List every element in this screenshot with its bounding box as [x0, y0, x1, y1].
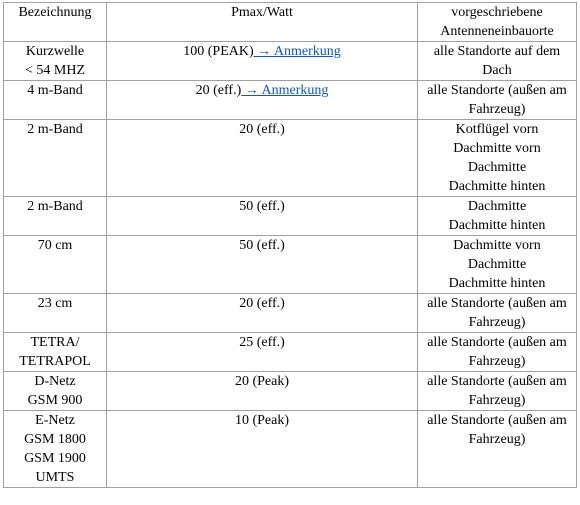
- cell-power: [107, 411, 418, 488]
- table-row: [4, 372, 577, 411]
- name-line: UMTS: [35, 470, 75, 485]
- location-line: alle Standorte (außen am: [427, 296, 567, 311]
- cell-location: [418, 42, 577, 81]
- location-line: alle Standorte (außen am: [427, 83, 567, 98]
- location-line: Fahrzeug): [468, 354, 526, 369]
- header-name-text: Bezeichnung: [18, 5, 92, 20]
- cell-power: [107, 236, 418, 294]
- power-value: 20 (Peak): [234, 374, 290, 389]
- location-line: Dach: [482, 63, 512, 78]
- location-line: alle Standorte (außen am: [427, 413, 567, 428]
- cell-name: [4, 333, 107, 372]
- table-row: [4, 294, 577, 333]
- power-value: 100 (PEAK): [183, 44, 254, 59]
- name-line: 70 cm: [37, 238, 73, 253]
- location-line: alle Standorte (außen am: [427, 374, 567, 389]
- name-line: GSM 1800: [24, 432, 86, 447]
- location-line: Dachmitte hinten: [448, 179, 546, 194]
- cell-name: [4, 197, 107, 236]
- cell-power: [107, 120, 418, 197]
- table-row: [4, 333, 577, 372]
- cell-power: [107, 42, 418, 81]
- table-row: [4, 120, 577, 197]
- name-line: E-Netz: [35, 413, 75, 428]
- header-name: [4, 3, 107, 42]
- table-row: [4, 42, 577, 81]
- name-line: TETRAPOL: [19, 354, 91, 369]
- location-line: alle Standorte (außen am: [427, 335, 567, 350]
- location-line: Fahrzeug): [468, 102, 526, 117]
- cell-location: [418, 236, 577, 294]
- location-line: Dachmitte: [467, 160, 527, 175]
- name-line: GSM 900: [27, 393, 83, 408]
- cell-location: [418, 372, 577, 411]
- location-line: alle Standorte auf dem: [433, 44, 561, 59]
- location-line: Fahrzeug): [468, 315, 526, 330]
- location-line: Fahrzeug): [468, 393, 526, 408]
- cell-power: [107, 333, 418, 372]
- location-line: Dachmitte hinten: [448, 276, 546, 291]
- power-value: 50 (eff.): [239, 238, 285, 253]
- cell-name: [4, 372, 107, 411]
- cell-name: [4, 42, 107, 81]
- name-line: Kurzwelle: [25, 44, 85, 59]
- power-value: 10 (Peak): [234, 413, 290, 428]
- name-line: TETRA/: [30, 335, 80, 350]
- table-row: [4, 411, 577, 488]
- table-row: [4, 236, 577, 294]
- name-line: < 54 MHZ: [24, 63, 85, 78]
- cell-power: [107, 372, 418, 411]
- cell-power: [107, 81, 418, 120]
- cell-name: [4, 81, 107, 120]
- cell-location: [418, 294, 577, 333]
- header-location: [418, 3, 577, 42]
- cell-power: [107, 294, 418, 333]
- cell-location: [418, 197, 577, 236]
- cell-location: [418, 411, 577, 488]
- location-line: Dachmitte vorn: [453, 238, 541, 253]
- header-power-text: Pmax/Watt: [231, 5, 293, 20]
- cell-location: [418, 333, 577, 372]
- cell-name: [4, 411, 107, 488]
- header-row: [4, 3, 577, 42]
- cell-name: [4, 120, 107, 197]
- name-line: D-Netz: [34, 374, 76, 389]
- header-power: [107, 3, 418, 42]
- anmerkung-link[interactable]: → Anmerkung: [253, 44, 341, 59]
- power-value: 20 (eff.): [239, 122, 285, 137]
- cell-power: [107, 197, 418, 236]
- location-line: Dachmitte: [467, 199, 527, 214]
- cell-location: [418, 120, 577, 197]
- table-row: [4, 81, 577, 120]
- anmerkung-link[interactable]: → Anmerkung: [241, 83, 329, 98]
- cell-name: [4, 236, 107, 294]
- name-line: GSM 1900: [24, 451, 86, 466]
- name-line: 2 m-Band: [27, 122, 83, 137]
- location-line: Fahrzeug): [468, 432, 526, 447]
- header-location-line: vorgeschriebene: [451, 5, 543, 20]
- header-location-line: Antenneneinbauorte: [440, 24, 554, 39]
- location-line: Dachmitte vorn: [453, 141, 541, 156]
- power-value: 25 (eff.): [239, 335, 285, 350]
- power-value: 20 (eff.): [195, 83, 242, 98]
- name-line: 23 cm: [37, 296, 73, 311]
- location-line: Dachmitte hinten: [448, 218, 546, 233]
- table-row: [4, 197, 577, 236]
- name-line: 2 m-Band: [27, 199, 83, 214]
- antenna-table: [3, 2, 577, 488]
- power-value: 50 (eff.): [239, 199, 285, 214]
- location-line: Dachmitte: [467, 257, 527, 272]
- cell-location: [418, 81, 577, 120]
- name-line: 4 m-Band: [27, 83, 83, 98]
- cell-name: [4, 294, 107, 333]
- power-value: 20 (eff.): [239, 296, 285, 311]
- location-line: Kotflügel vorn: [455, 122, 539, 137]
